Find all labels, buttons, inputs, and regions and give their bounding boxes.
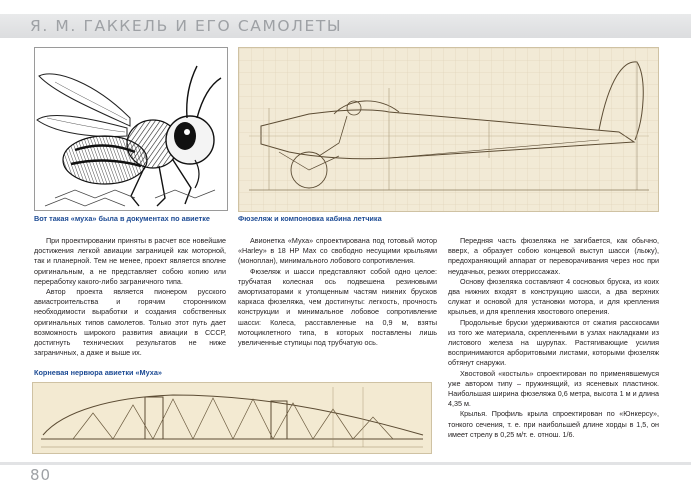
fuselage-sketch: [239, 48, 658, 211]
paragraph: Передняя часть фюзеляжа не загибается, как обычно, вверх, а образует собою концевой выступ шасси (лыжу), предохраняющий аппарат от переворачивания через нос при неудачных, резких отерриссажах.: [448, 236, 659, 276]
text-column-right: [448, 236, 659, 440]
rib-sketch: [33, 383, 431, 453]
paragraph: Крылья. Профиль крыла спроектирован по «Юнкерсу», тонкого сечения, т. е. при наибольшей длине хорды в 1,5, он имеет стрелу в 0,25 м/т. е. отнош. 1/6.: [448, 409, 659, 439]
page-number: 80: [30, 466, 52, 484]
bee-drawing: [35, 48, 227, 210]
text-column-left: [34, 236, 226, 358]
paragraph: Основу фюзеляжа составляют 4 сосновых бруска, из коих два нижних входят в конструкцию шасси, а два верхних служат и основой для установки мотора, и для крепления крыльев, и для крепления хвостового оперения.: [448, 276, 659, 317]
bee-caption: Вот такая «муха» была в документах по авиетке: [34, 214, 210, 223]
running-title: Я. М. ГАККЕЛЬ И ЕГО САМОЛЕТЫ: [30, 17, 343, 35]
fuselage-caption: Фюзеляж и компоновка кабина летчика: [238, 214, 382, 223]
fuselage-drawing: [238, 47, 659, 212]
paragraph: Автор проекта является пионером русского авиастроительства и горячим сторонником необходимости выработки и создания собственных оригинальных типов самолетов. Только этот путь дает возможность широкого развития авиации в СССР, достигнуть технических результатов не ниже заграничных, а даже и выше их.: [34, 287, 226, 358]
paragraph: Хвостовой «костыль» спроектирован по применявшемуся уже автором типу – пружинящий, из ясеневых пластинок. Наибольшая ширина фюзеляжа 0,6 метра, высота 1 м и длина 4,35 м.: [448, 368, 659, 409]
footer-rule: [0, 462, 691, 465]
page-header: [0, 0, 691, 40]
text-column-middle: [238, 236, 437, 348]
rib-drawing: [32, 382, 432, 454]
rib-caption: Корневая нервюра авиетки «Муха»: [34, 368, 162, 377]
paragraph: Авионетка «Муха» спроектирована под готовый мотор «Harley» в 18 HP Max со свободно несущими крыльями (моноплан), минимального лобового сопротивления.: [238, 236, 437, 266]
paragraph: При проектировании приняты в расчет все новейшие достижения легкой авиации заграницей как моторной, так и планерной. Тем не менее, проект является вполне оригинальным, а не представляет собою копию или переработку какого-либо заграничного типа.: [34, 236, 226, 286]
paragraph: Продольные бруски удерживаются от сжатия расскосами из того же материала, скрепленными в узлах накладками из листового железа на шурупах. Растягивающие усилия воспринимаются арборитовыми листами, которыми фюзеляж обтянут снаружи.: [448, 317, 659, 368]
bee-illustration: [34, 47, 228, 211]
paragraph: Фюзеляж и шасси представляют собой одно целое: трубчатая колесная ось подвешена резиновыми амортизаторами к утолщенным частям нижних брусков каркаса фюзеляжа, чем достигнуты: легкость, прочность конструкции и минимальное лобовое сопротивление шасси: Колеса, расставленные на 0,9 м, взяты мотоциклетного типа, в которых поставлены лишь увеличенные ступицы под трубчатую ось.: [238, 266, 437, 348]
